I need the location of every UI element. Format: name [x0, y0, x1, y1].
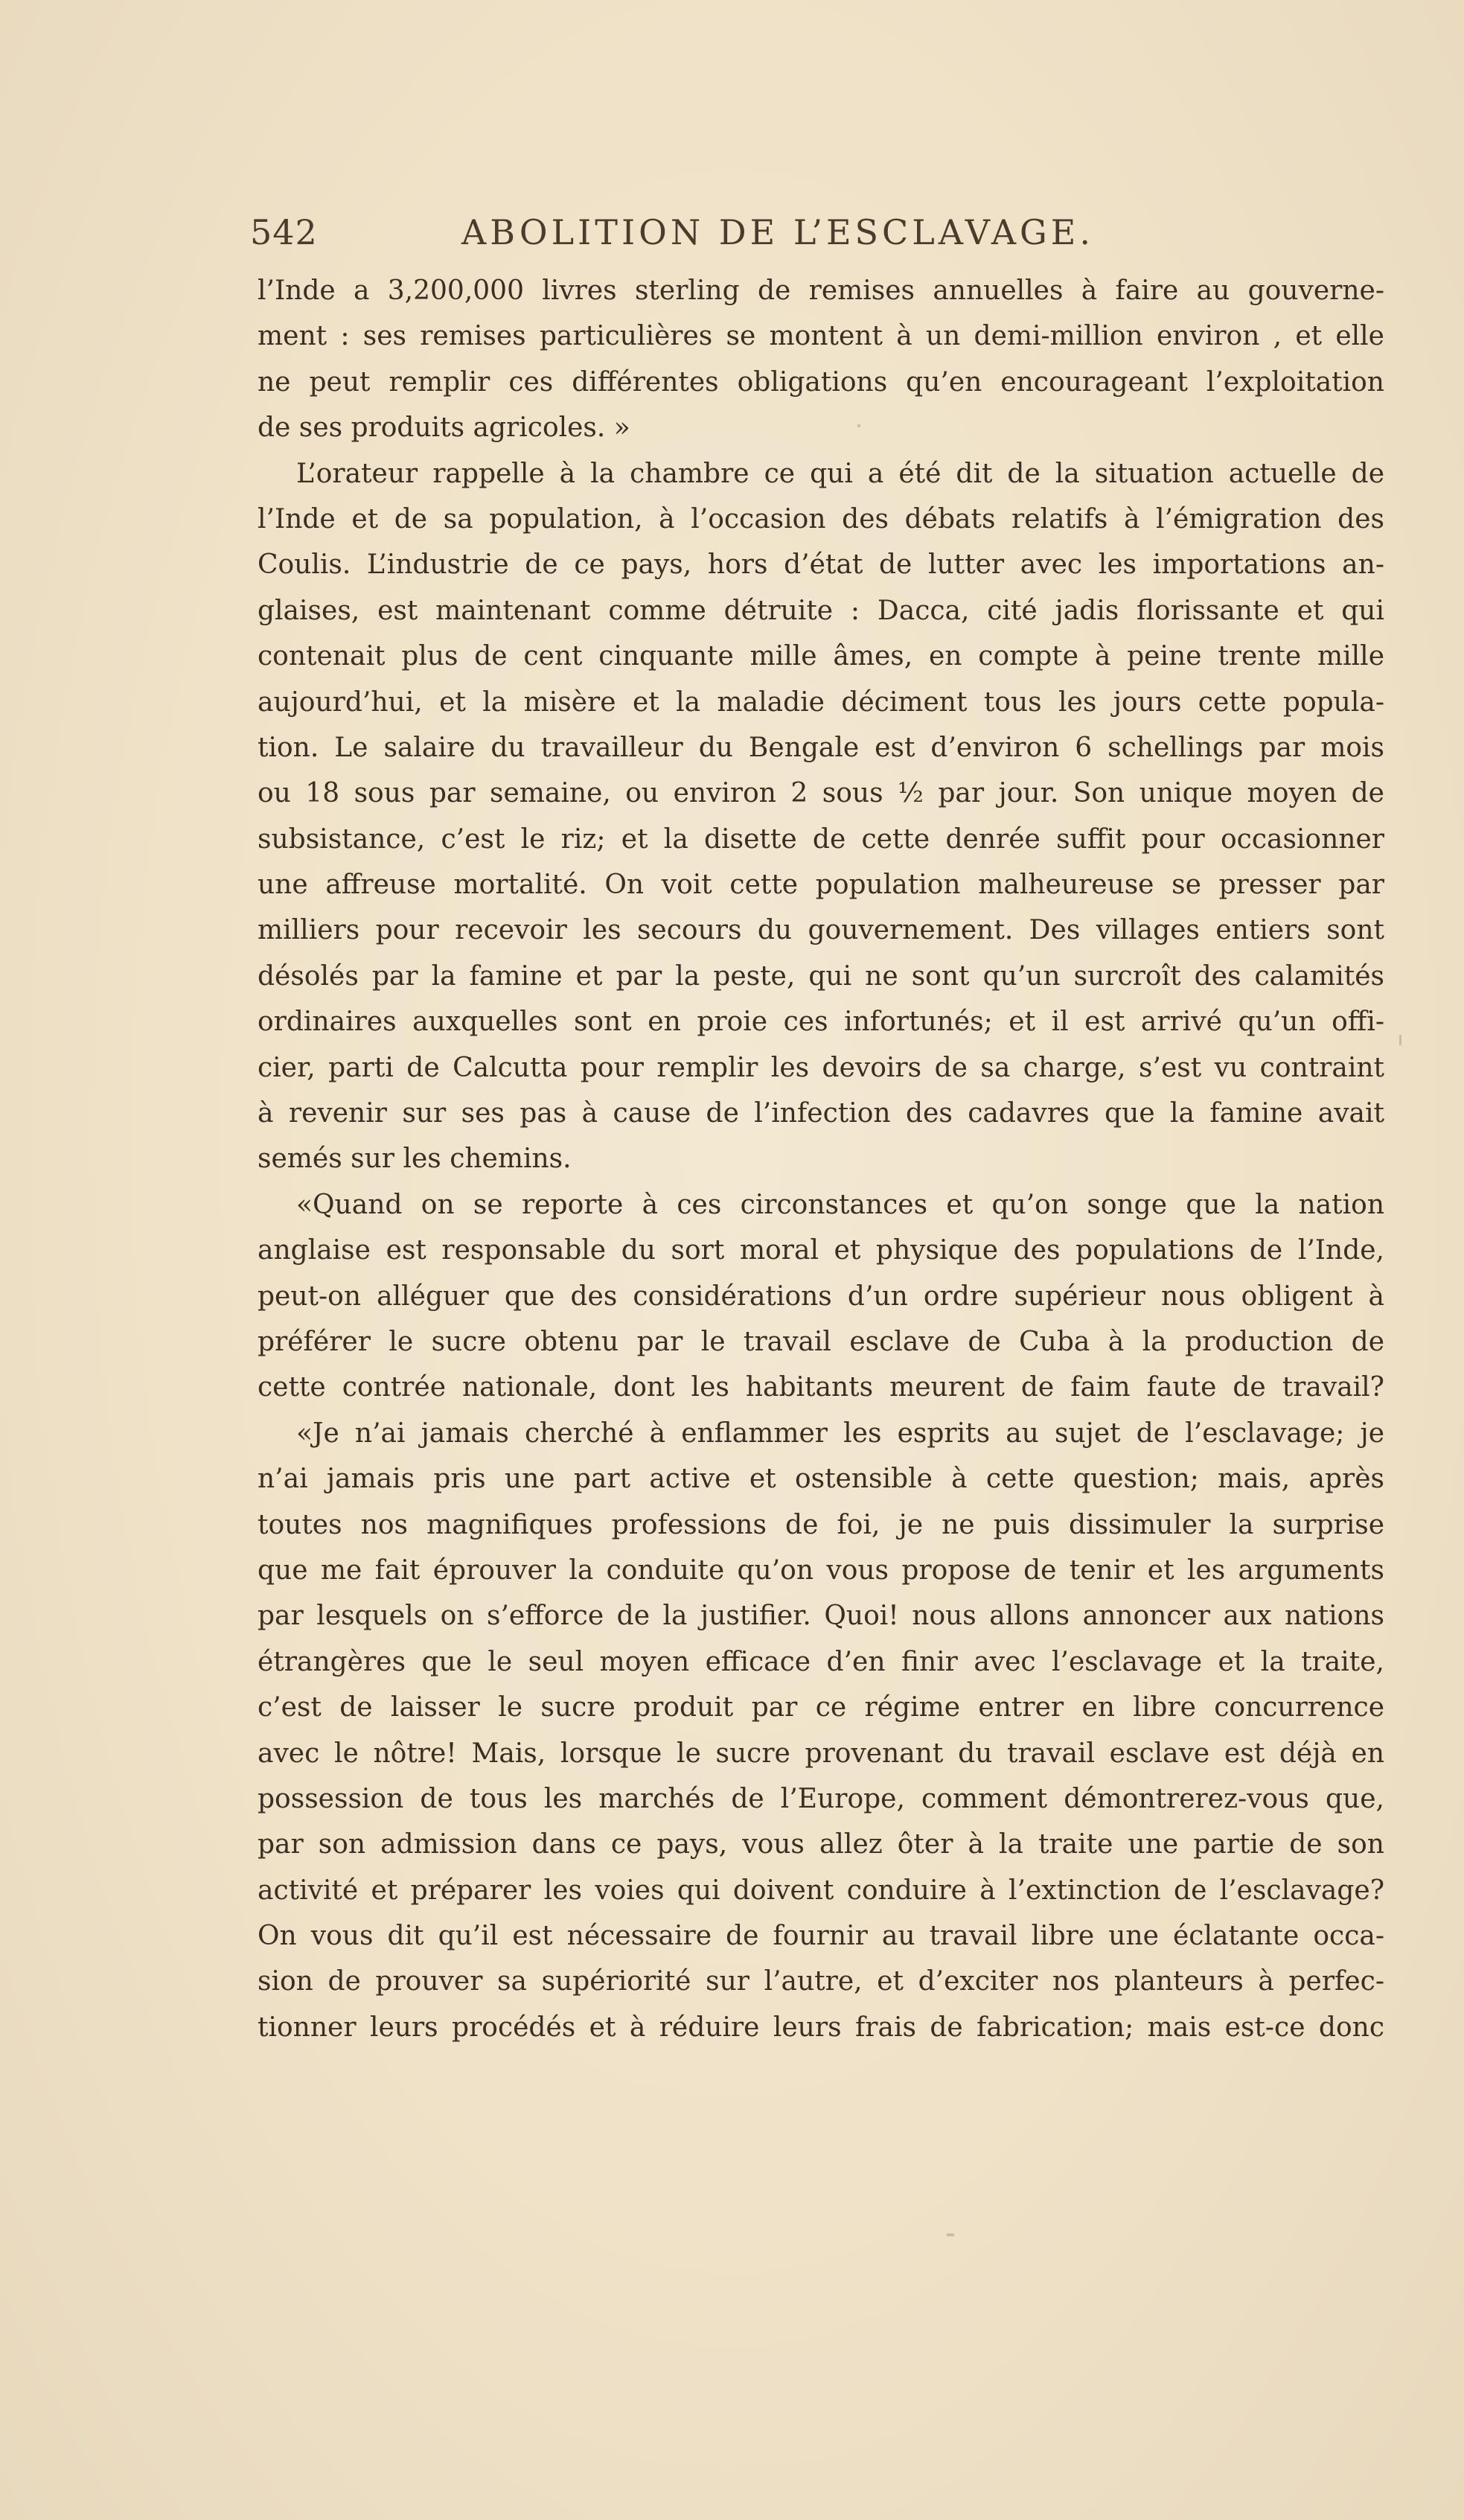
text-line: milliers pour recevoir les secours du gouvernement. Des villages entiers sont: [258, 915, 1384, 946]
text-line: semés sur les chemins.: [258, 1143, 572, 1175]
paper-speck: [1399, 1035, 1401, 1045]
text-line: possession de tous les marchés de l’Europe, comment démontrerez-vous que,: [258, 1783, 1384, 1814]
text-line: aujourd’hui, et la misère et la maladie déciment tous les jours cette popula-: [258, 686, 1384, 718]
text-line: cier, parti de Calcutta pour remplir les devoirs de sa charge, s’est vu contraint: [258, 1052, 1384, 1083]
page-number: 542: [250, 212, 318, 252]
text-line: toutes nos magnifiques professions de foi, je ne puis dissimuler la surprise: [258, 1509, 1384, 1540]
body-text: [258, 268, 1384, 2050]
text-line: subsistance, c’est le riz; et la disette de cette denrée suffit pour occasionner: [258, 823, 1384, 855]
text-line: ment : ses remises particulières se montent à un demi-million environ , et elle: [258, 321, 1384, 352]
text-line: L’orateur rappelle à la chambre ce qui a été dit de la situation actuelle de: [296, 458, 1384, 489]
text-line: tion. Le salaire du travailleur du Bengale est d’environ 6 schellings par mois: [258, 732, 1384, 763]
text-line: peut-on alléguer que des considérations d’un ordre supérieur nous obligent à: [258, 1280, 1384, 1312]
text-line: l’Inde et de sa population, à l’occasion des débats relatifs à l’émigration des: [258, 503, 1384, 535]
running-title: ABOLITION DE L’ESCLAVAGE.: [461, 212, 1094, 252]
text-line: glaises, est maintenant comme détruite : Dacca, cité jadis florissante et qui: [258, 595, 1384, 626]
text-line: l’Inde a 3,200,000 livres sterling de remises annuelles à faire au gouverne-: [258, 275, 1384, 306]
text-line: n’ai jamais pris une part active et ostensible à cette question; mais, après: [258, 1464, 1384, 1495]
text-line: c’est de laisser le sucre produit par ce régime entrer en libre concurrence: [258, 1692, 1384, 1723]
text-line: anglaise est responsable du sort moral et physique des populations de l’Inde,: [258, 1235, 1384, 1266]
text-line: ne peut remplir ces différentes obligations qu’en encourageant l’exploitation: [258, 366, 1384, 398]
text-line: préférer le sucre obtenu par le travail esclave de Cuba à la production de: [258, 1326, 1384, 1357]
text-line: activité et préparer les voies qui doivent conduire à l’extinction de l’esclavage?: [258, 1875, 1384, 1906]
text-line: avec le nôtre! Mais, lorsque le sucre provenant du travail esclave est déjà en: [258, 1738, 1384, 1769]
text-line: ordinaires auxquelles sont en proie ces infortunés; et il est arrivé qu’un offi-: [258, 1007, 1384, 1038]
text-line: On vous dit qu’il est nécessaire de fournir au travail libre une éclatante occa-: [258, 1921, 1384, 1952]
paper-speck: [857, 424, 860, 427]
text-line: Coulis. L’industrie de ce pays, hors d’état de lutter avec les importations an-: [258, 549, 1384, 581]
text-line: tionner leurs procédés et à réduire leurs frais de fabrication; mais est-ce donc: [258, 2012, 1384, 2043]
text-line: à revenir sur ses pas à cause de l’infection des cadavres que la famine avait: [258, 1098, 1384, 1129]
page-header: [250, 212, 1166, 264]
text-line: «Je n’ai jamais cherché à enflammer les esprits au sujet de l’esclavage; je: [296, 1417, 1384, 1449]
text-line: par son admission dans ce pays, vous allez ôter à la traite une partie de son: [258, 1829, 1384, 1860]
text-line: étrangères que le seul moyen efficace d’en finir avec l’esclavage et la traite,: [258, 1646, 1384, 1677]
text-line: sion de prouver sa supériorité sur l’autre, et d’exciter nos planteurs à perfec-: [258, 1966, 1384, 1997]
text-line: une affreuse mortalité. On voit cette population malheureuse se presser par: [258, 870, 1384, 901]
text-line: de ses produits agricoles. »: [258, 412, 630, 444]
text-line: cette contrée nationale, dont les habitants meurent de faim faute de travail?: [258, 1372, 1384, 1403]
text-line: «Quand on se reporte à ces circonstances et qu’on songe que la nation: [296, 1189, 1384, 1220]
text-line: désolés par la famine et par la peste, qui ne sont qu’un surcroît des calamités: [258, 960, 1384, 992]
text-line: ou 18 sous par semaine, ou environ 2 sous ½ par jour. Son unique moyen de: [258, 778, 1384, 809]
text-line: que me fait éprouver la conduite qu’on vous propose de tenir et les arguments: [258, 1554, 1384, 1586]
text-line: par lesquels on s’efforce de la justifier. Quoi! nous allons annoncer aux nations: [258, 1601, 1384, 1632]
text-line: contenait plus de cent cinquante mille âmes, en compte à peine trente mille: [258, 641, 1384, 672]
paper-speck: [947, 2233, 954, 2236]
